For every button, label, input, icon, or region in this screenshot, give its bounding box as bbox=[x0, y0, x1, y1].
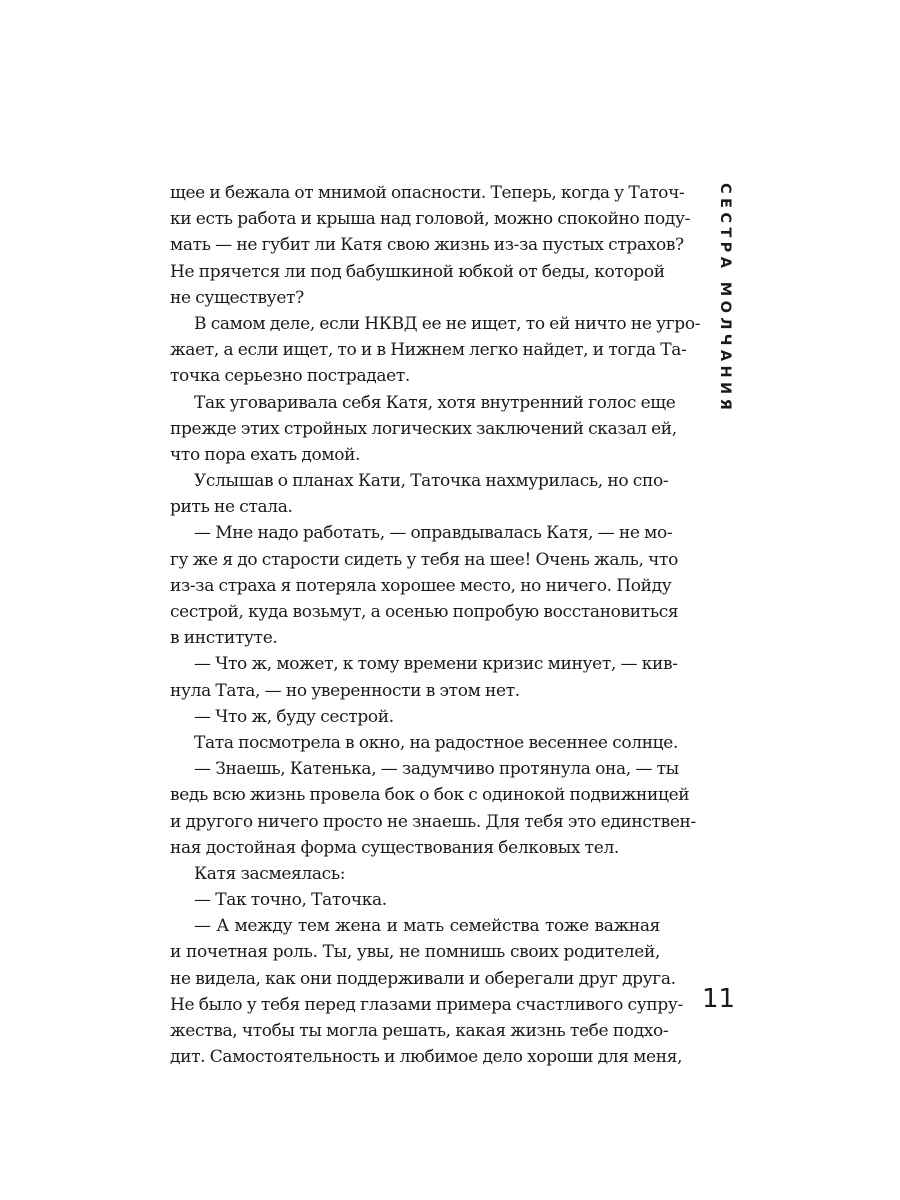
text-line: ведь всю жизнь провела бок о бок с одинокой подвижницей bbox=[170, 785, 690, 806]
text-line: жества, чтобы ты могла решать, какая жизнь тебе подхо- bbox=[170, 1021, 669, 1041]
running-title: СЕСТРА МОЛЧАНИЯ bbox=[717, 183, 733, 415]
text-line: В самом деле, если НКВД ее не ищет, то ей ничто не угро- bbox=[194, 313, 701, 334]
text-line: мать — не губит ли Катя свою жизнь из-за пустых страхов? bbox=[170, 235, 684, 256]
text-line: гу же я до старости сидеть у тебя на шее! Очень жаль, что bbox=[170, 549, 678, 570]
text-line: ки есть работа и крыша над головой, можно спокойно поду- bbox=[170, 209, 691, 230]
text-line: нула Тата, — но уверенности в этом нет. bbox=[170, 680, 520, 701]
text-line: Тата посмотрела в окно, на радостное весеннее солнце. bbox=[194, 732, 679, 753]
text-line: Не прячется ли под бабушкиной юбкой от беды, которой bbox=[170, 261, 665, 282]
text-line: — Что ж, буду сестрой. bbox=[194, 706, 394, 727]
text-line: рить не стала. bbox=[170, 497, 293, 518]
text-line: в институте. bbox=[170, 628, 278, 649]
text-line: что пора ехать домой. bbox=[170, 444, 361, 465]
text-line: — Знаешь, Катенька, — задумчиво протянула она, — ты bbox=[194, 759, 679, 780]
text-line: из-за страха я потеряла хорошее место, но ничего. Пойду bbox=[170, 575, 672, 596]
text-line: — Мне надо работать, — оправдывалась Катя, — не мо- bbox=[194, 523, 673, 544]
page-number: 11 bbox=[702, 984, 736, 1014]
text-line: сестрой, куда возьмут, а осенью попробую восстановиться bbox=[170, 602, 679, 622]
text-line: щее и бежала от мнимой опасности. Теперь, когда у Таточ- bbox=[170, 183, 685, 203]
text-line: не существует? bbox=[170, 287, 304, 308]
text-line: — Что ж, может, к тому времени кризис минует, — кив- bbox=[194, 654, 678, 675]
text-line: прежде этих стройных логических заключений сказал ей, bbox=[170, 418, 677, 439]
text-line: — А между тем жена и мать семейства тоже важная bbox=[194, 916, 660, 937]
text-line: Услышав о планах Кати, Таточка нахмурилась, но спо- bbox=[194, 471, 669, 492]
text-line: ная достойная форма существования белковых тел. bbox=[170, 837, 619, 858]
text-line: точка серьезно пострадает. bbox=[170, 366, 410, 387]
text-line: жает, а если ищет, то и в Нижнем легко найдет, и тогда Та- bbox=[170, 340, 687, 361]
text-line: — Так точно, Таточка. bbox=[194, 890, 387, 911]
text-line: дит. Самостоятельность и любимое дело хороши для меня, bbox=[170, 1047, 683, 1068]
text-line: не видела, как они поддерживали и оберегали друг друга. bbox=[170, 968, 676, 989]
text-line: Катя засмеялась: bbox=[194, 863, 346, 884]
body-text bbox=[170, 180, 701, 1070]
text-line: и другого ничего просто не знаешь. Для тебя это единствен- bbox=[170, 811, 696, 832]
text-line: Так уговаривала себя Катя, хотя внутренний голос еще bbox=[194, 392, 676, 413]
text-line: и почетная роль. Ты, увы, не помнишь своих родителей, bbox=[170, 942, 660, 963]
text-line: Не было у тебя перед глазами примера счастливого супру- bbox=[170, 994, 683, 1015]
